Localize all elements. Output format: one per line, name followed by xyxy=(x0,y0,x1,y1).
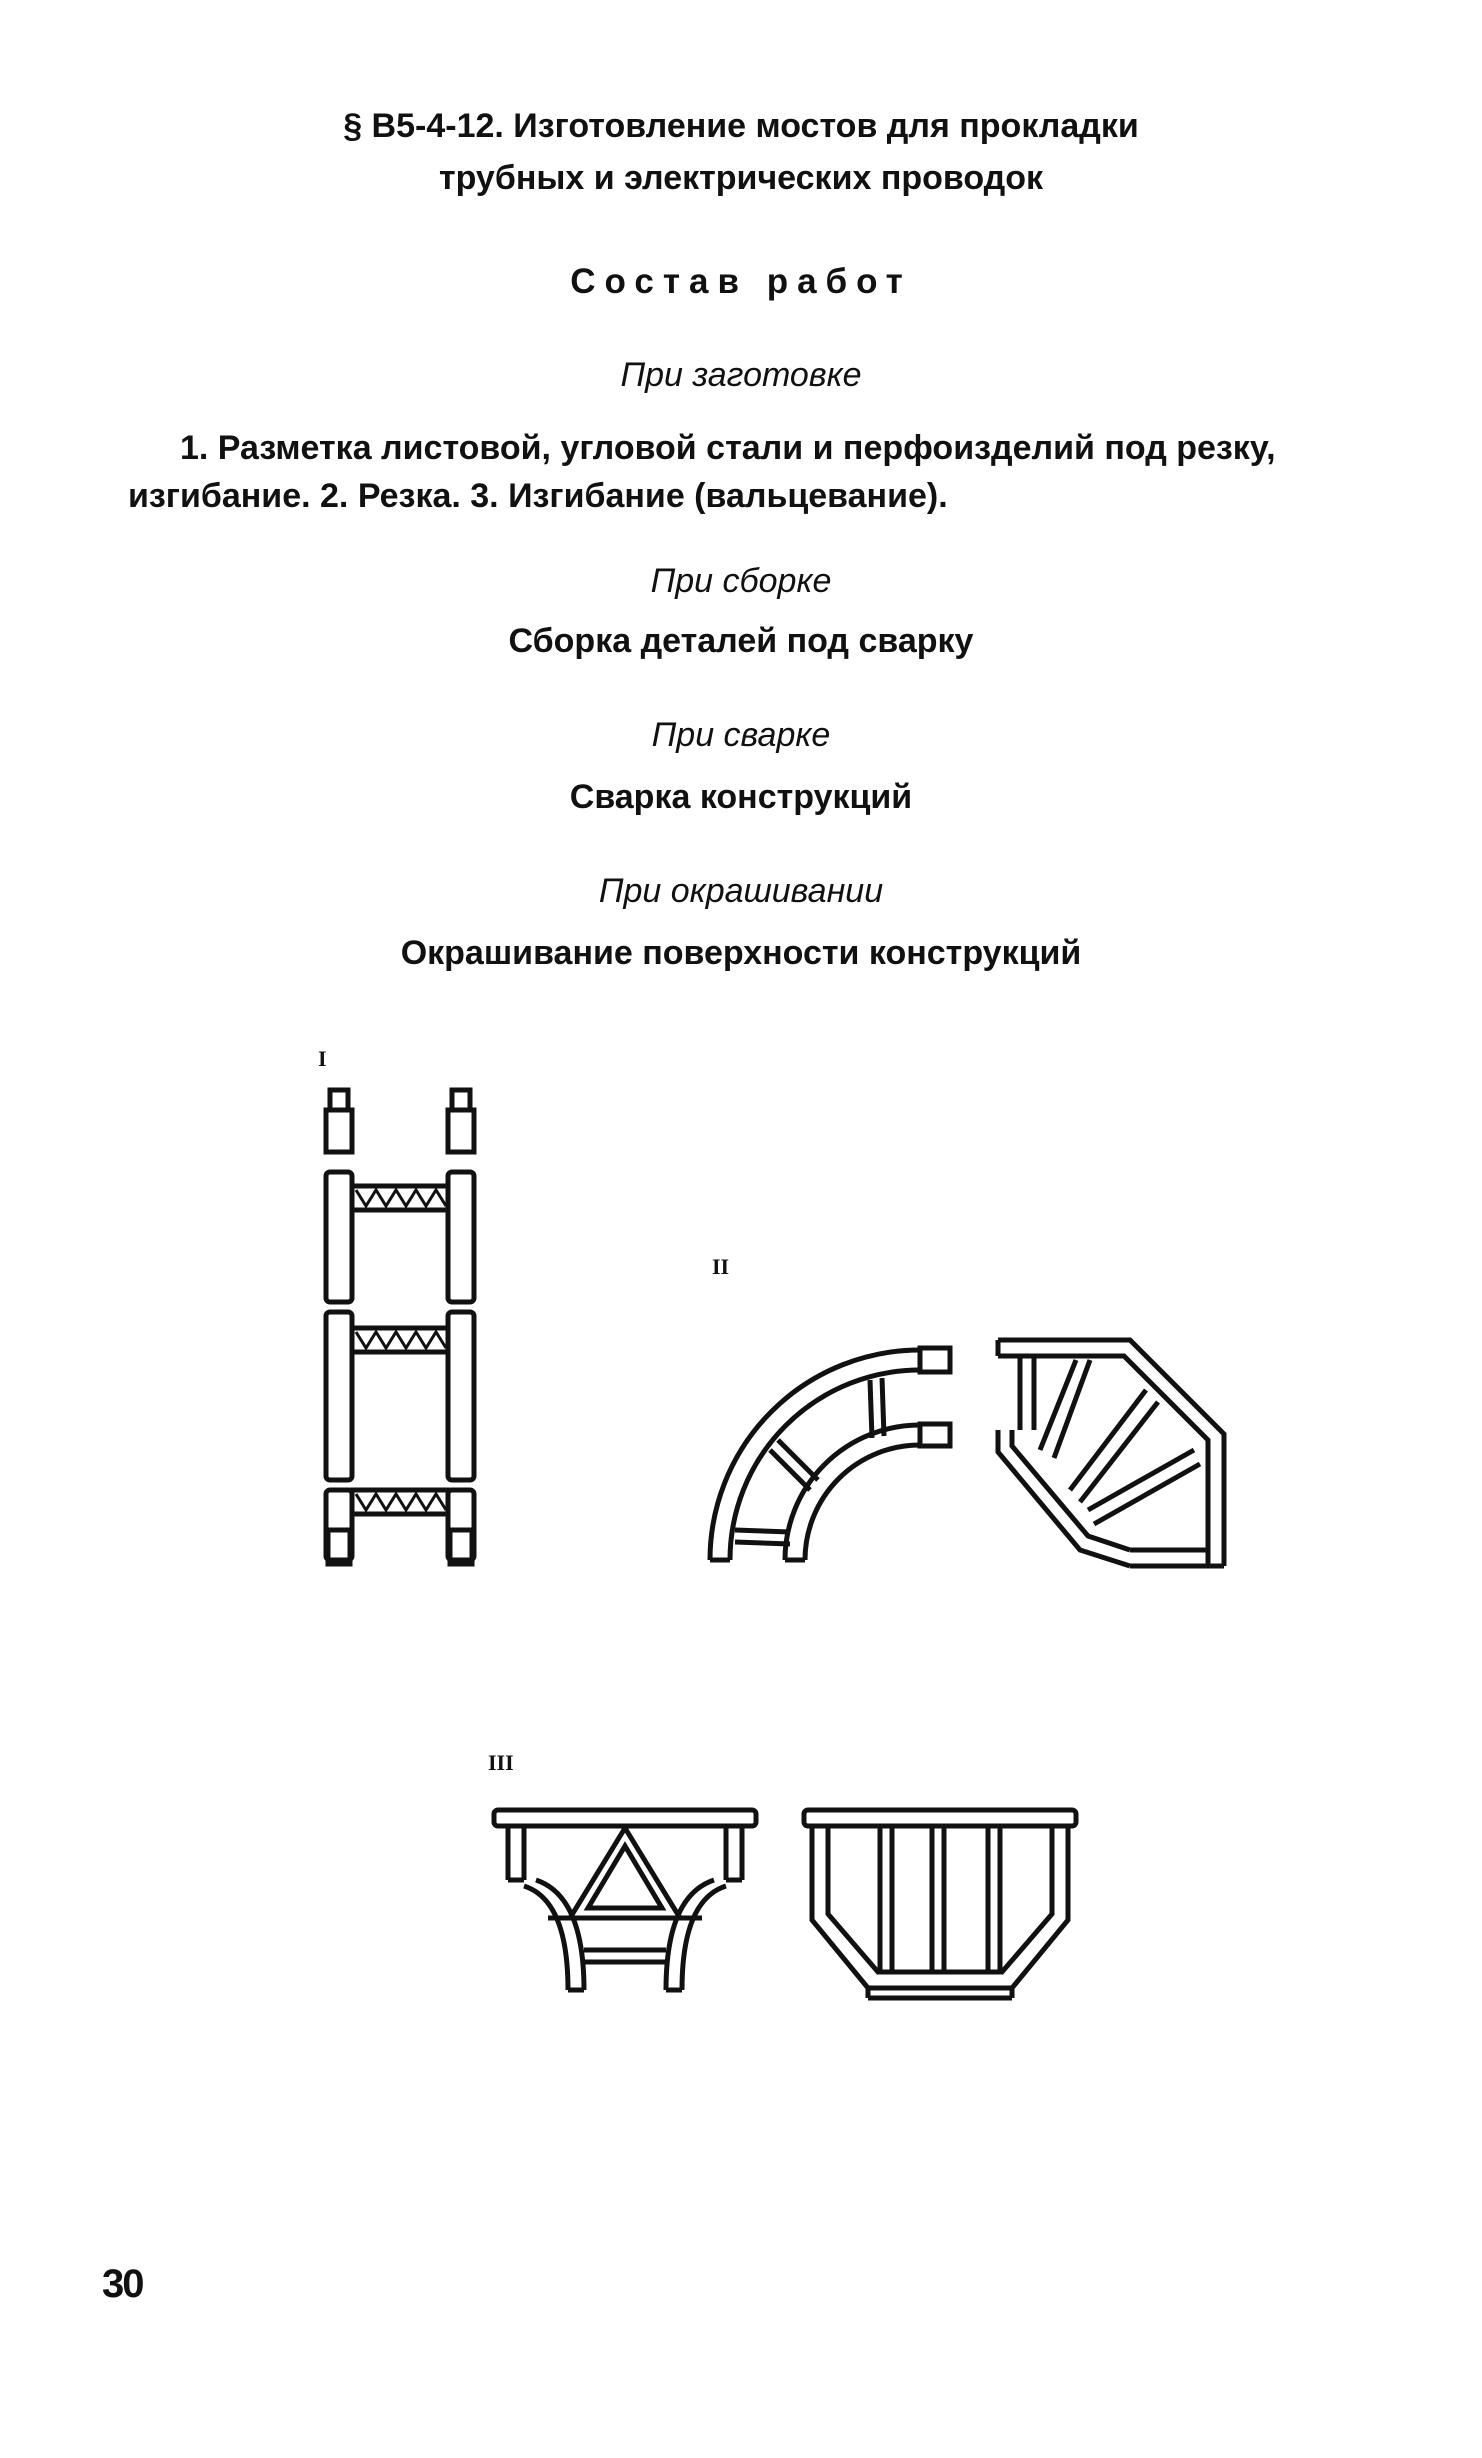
stage-heading-preparation: При заготовке xyxy=(620,356,862,394)
figure-label-3: III xyxy=(488,1750,514,1775)
stage-heading-assembly: При сборке xyxy=(650,562,832,600)
section-title: Состав работ xyxy=(570,262,912,301)
page-title xyxy=(0,100,1482,204)
stage-text-preparation: 1. Разметка листовой, угловой стали и перфоизделий под резку, изгибание. 2. Резка. 3. Изгибание (вальцевание). xyxy=(128,429,1276,515)
figure-reducer-tray xyxy=(798,1800,1088,2010)
figure-label-1: I xyxy=(318,1046,327,1071)
stage-heading-painting: При окрашивании xyxy=(598,872,884,910)
stage-text-welding: Сварка конструкций xyxy=(569,778,913,816)
stage-heading-welding: При сварке xyxy=(651,716,831,754)
title-line-2: трубных и электрических проводок xyxy=(438,159,1044,197)
figure-angular-tray xyxy=(980,1320,1240,1580)
title-line-1: § В5-4-12. Изготовление мостов для прокладки xyxy=(343,107,1139,145)
stage-text-assembly: Сборка деталей под сварку xyxy=(508,622,974,660)
figure-curved-tray xyxy=(690,1320,970,1580)
figure-straight-tray xyxy=(300,1070,500,1590)
page-number: 30 xyxy=(102,2262,143,2306)
figure-tee-tray xyxy=(488,1800,768,2010)
stage-text-painting: Окрашивание поверхности конструкций xyxy=(400,934,1082,972)
figure-label-2: II xyxy=(712,1254,730,1279)
